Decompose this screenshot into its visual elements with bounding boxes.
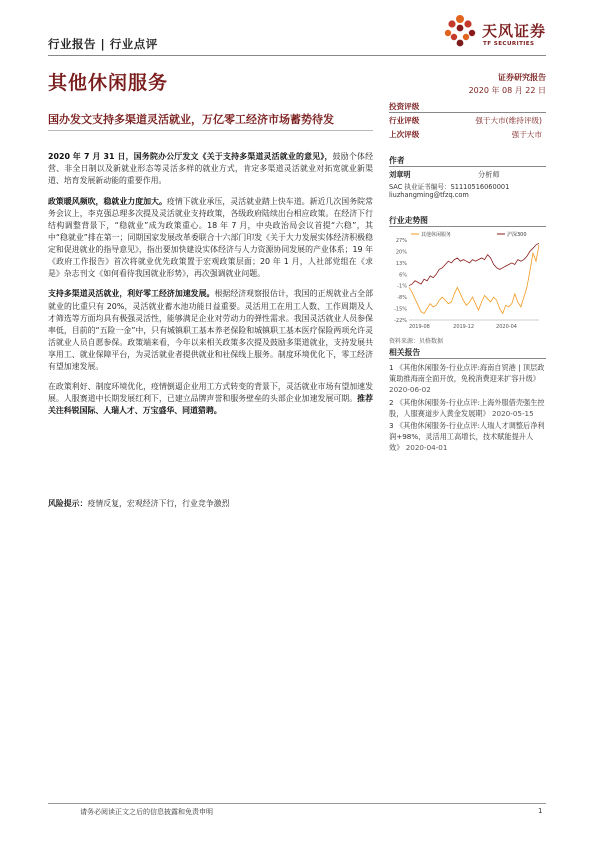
chart-source: 资料来源：贝格数据 bbox=[389, 338, 444, 345]
body-paragraph: 政策暖风频吹，稳就业力度加大。疫情下就业承压，灵活就业踏上快车道。新近几次国务院常务会议上，李克强总理多次提及灵活就业支持政策，各级政府陆续出台相应政策。在经济下行结构调整背景下，“稳就业”成为政策重心。18 年 7 月，中央政治局会议首提“六稳”，其中“稳就业”排在第一；同期国家发展改革委联合十六部门印发《关于大力发展实体经济积极稳定和促进就业的指导意见》，指出要加快建设实体经济与人力资源协同发展的产业体系；19 年《政府工作报告》首次将就业优先政策置于宏观政策层面；20 年 1 月，人社部党组在《求是》杂志刊文《如何看待我国就业形势》，再次强调就业问题。 bbox=[48, 196, 373, 278]
body-paragraph: 支持多渠道灵活就业，利好零工经济加速发展。根据经济观察报估计，我国的正规就业占全部就业的比重只有 20%，灵活就业蓄水池功能日益重要。灵活用工在用工人数、工作周期及人才筛选等方面均具有极强灵活性，能够满足企业对劳动力的弹性需求。我国灵活就业人员参保率低，目前的“五险一金”中，只有城镇职工基本养老保险和城镇职工基本医疗保险两项允许灵活就业人员自愿参保。政策端来看，今年以来相关政策多次提及鼓励多渠道就业，支持发展共享用工、就业保障平台，为灵活就业者提供就业和社保线上服务。制度环境优化下，零工经济有望加速发展。 bbox=[48, 289, 373, 371]
report-date: 2020 年 08 月 22 日 bbox=[468, 86, 546, 95]
related-report-item[interactable]: 3 《其他休闲服务-行业点评:人瑞人才调整后净利润+98%，灵活用工高增长，技术赋能提升人效》 2020-04-01 bbox=[389, 421, 545, 453]
page-number: 1 bbox=[538, 807, 543, 815]
related-report-list bbox=[389, 361, 546, 454]
author-divider bbox=[389, 166, 546, 167]
y-tick-label: 13% bbox=[395, 260, 407, 267]
rating-divider bbox=[389, 112, 546, 113]
x-tick-label: 2020-04 bbox=[496, 324, 517, 330]
industry-rating-value: 强于大市(维持评级) bbox=[475, 116, 542, 125]
author-email[interactable]: liuzhangming@tfzq.com bbox=[389, 191, 469, 199]
body-paragraph: 在政策利好、制度环境优化，疫情倒逼企业用工方式转变的背景下，灵活就业市场有望加速发展。人服赛道中长期发展红利下，已建立品牌声誉和服务壁垒的头部企业加速发展可期。推荐关注科锐国际、人瑞人才、万宝盛华、同道猎聘。 bbox=[48, 382, 373, 416]
legend-label: 其他休闲服务 bbox=[421, 232, 452, 238]
logo-icon bbox=[440, 12, 480, 52]
y-tick-label: -22% bbox=[394, 318, 407, 324]
chart-section-title: 行业走势图 bbox=[389, 216, 428, 225]
y-tick-label: 27% bbox=[395, 238, 407, 244]
x-tick-label: 2019-12 bbox=[453, 324, 475, 330]
related-divider bbox=[389, 358, 546, 359]
related-report-item[interactable]: 2 《其他休闲服务-行业点评:上海外服借壳强生控股，人服赛道步入黄金发展期》 2020-05-15 bbox=[389, 397, 545, 418]
report-type: 证券研究报告 bbox=[498, 73, 546, 82]
footer-divider bbox=[48, 803, 546, 804]
series-line bbox=[409, 243, 539, 285]
logo-text-cn: 天风证券 bbox=[482, 22, 547, 40]
author-name: 刘章明 bbox=[389, 170, 411, 179]
y-tick-label: -8% bbox=[397, 295, 407, 302]
author-role: 分析师 bbox=[478, 170, 500, 179]
author-section-label: 作者 bbox=[389, 156, 405, 165]
industry-trend-chart bbox=[389, 228, 546, 336]
y-tick-label: 20% bbox=[395, 249, 407, 256]
logo-text-en: TF SECURITIES bbox=[483, 41, 535, 47]
previous-rating-label: 上次评级 bbox=[389, 130, 420, 139]
page-title: 其他休闲服务 bbox=[48, 72, 169, 94]
industry-rating-label: 行业评级 bbox=[389, 116, 420, 125]
x-tick-label: 2019-08 bbox=[408, 324, 430, 330]
y-tick-label: -1% bbox=[397, 283, 407, 290]
footer-disclaimer: 请务必阅读正文之后的信息披露和免责申明 bbox=[80, 808, 213, 816]
previous-rating-value: 强于大市 bbox=[511, 130, 542, 139]
body-paragraph: 2020 年 7 月 31 日，国务院办公厅发文《关于支持多渠道灵活就业的意见》，鼓励个体经营、非全日制以及新就业形态等灵活多样的就业方式，肯定多渠道灵活就业对拓宽就业新渠道、培育发展新动能的重要作用。 bbox=[48, 152, 373, 186]
y-tick-label: 6% bbox=[399, 272, 407, 279]
author-cert: SAC 执业证书编号：S1110516060001 bbox=[389, 183, 510, 191]
related-section-title: 相关报告 bbox=[389, 348, 421, 357]
report-body bbox=[48, 151, 373, 426]
chart-divider bbox=[389, 226, 546, 227]
report-subtitle: 国办发文支持多渠道灵活就业，万亿零工经济市场蓄势待发 bbox=[48, 113, 334, 126]
subtitle-divider bbox=[48, 130, 373, 131]
industry-rating-row bbox=[389, 115, 546, 127]
legend-label: 沪深300 bbox=[507, 232, 527, 238]
previous-rating-row bbox=[389, 129, 546, 141]
report-category: 行业报告 | 行业点评 bbox=[48, 37, 158, 51]
related-report-item[interactable]: 1 《其他休闲服务-行业点评:海南自贸港 | 顶层政策助推海南全面开放，免税消费迎来扩容升级》 2020-06-02 bbox=[389, 363, 545, 395]
rating-section-label: 投资评级 bbox=[389, 102, 420, 111]
y-tick-label: -15% bbox=[394, 306, 407, 313]
risk-warning: 风险提示：疫情反复，宏观经济下行，行业竞争激烈 bbox=[48, 499, 230, 508]
company-logo bbox=[440, 12, 550, 56]
